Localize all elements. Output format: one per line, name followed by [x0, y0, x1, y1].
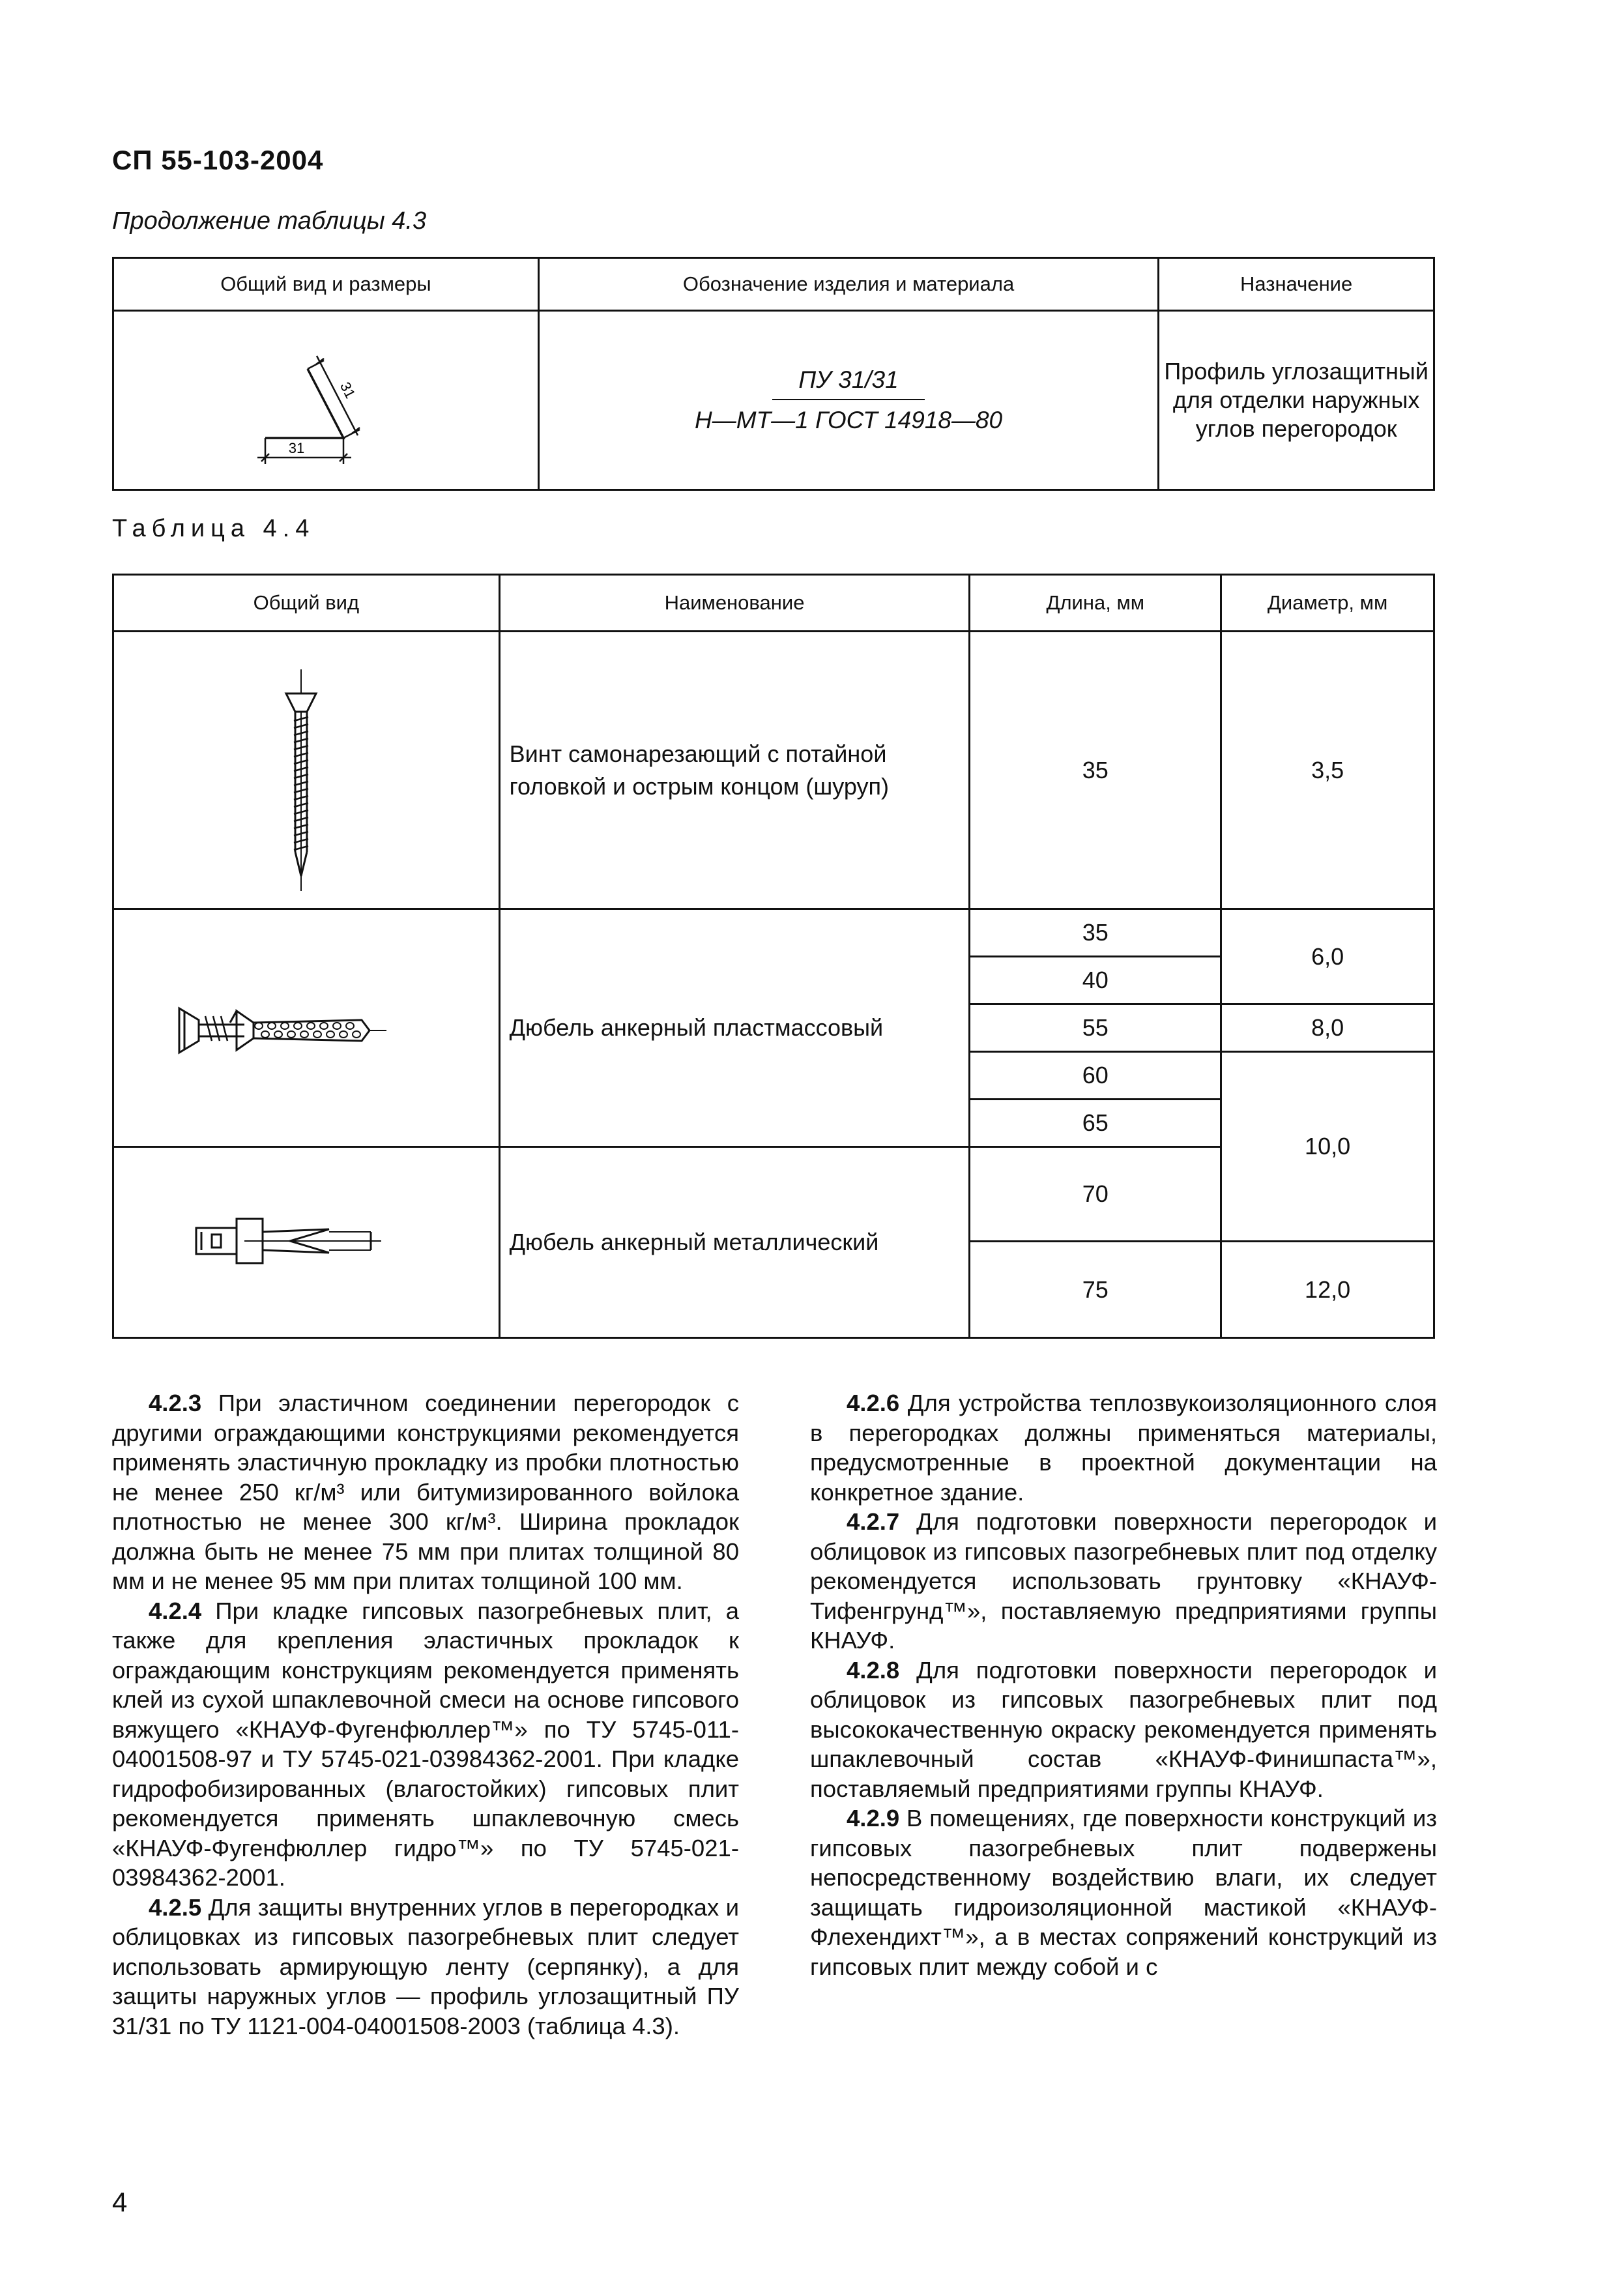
paragraph-4-2-7: [810, 1507, 1437, 1656]
paragraph-4-2-3: [112, 1388, 739, 1596]
plastic-length-60: 60: [970, 1052, 1221, 1100]
table-4-4-caption: Таблица 4.4: [112, 515, 315, 542]
dowel-hole: [274, 1031, 282, 1038]
paragraph-text: Для защиты внутренних углов в перегородках и облицовках из гипсовых пазогребневых плит следует использовать армирующую ленту (серпянку), а для защиты наружных углов — профиль углозащитный ПУ 31/31 по ТУ 1121-004-04001508-2003 (таблица 4.3).: [112, 1893, 739, 2039]
paragraph-text: Для подготовки поверхности перегородок и облицовок из гипсовых пазогребневых плит под высококачественную окраску рекомендуется применять шпаклевочный состав «КНАУФ-Финишпаста™», поставляемый предприятиями группы КНАУФ.: [810, 1656, 1437, 1802]
dowel-hole: [255, 1023, 263, 1029]
text-column-right: [810, 1388, 1437, 1981]
clause-number: 4.2.8: [847, 1656, 900, 1684]
paragraph-text: Для устройства теплозвукоизоляционного слоя в перегородках должны применяться материалы, предусмотренные в проектной документации на конкретное здание.: [810, 1390, 1437, 1506]
dowel-hole: [261, 1031, 269, 1038]
plastic-diameter-8: 8,0: [1221, 1004, 1434, 1052]
plastic-length-65: 65: [970, 1100, 1221, 1147]
dowel-hole: [307, 1023, 315, 1029]
corner-profile-drawing-cell: [113, 311, 539, 490]
corner-profile-drawing: [114, 315, 531, 485]
purpose-cell: Профиль углозащитный для отделки наружных углов перегородок: [1159, 311, 1434, 490]
paragraph-text: Для подготовки поверхности перегородок и облицовок из гипсовых пазогребневых плит под отделку рекомендуется использовать грунтовку «КНАУФ-Тифенгрунд™», поставляемую предприятиями группы КНАУФ.: [810, 1508, 1437, 1654]
metal-dowel-drawing: [114, 1151, 492, 1334]
paragraph-4-2-8: [810, 1656, 1437, 1804]
t44-header-view: Общий вид: [113, 575, 500, 632]
clause-number: 4.2.7: [847, 1508, 900, 1535]
paragraph-4-2-6: [810, 1388, 1437, 1507]
plastic-dowel-name: Дюбель анкерный пластмассовый: [499, 909, 970, 1147]
metal-length-70: 70: [970, 1147, 1221, 1242]
diameter-10: 10,0: [1221, 1052, 1434, 1242]
dowel-hole: [268, 1023, 276, 1029]
dim-horizontal-label: 31: [288, 440, 305, 456]
text-column-left: [112, 1388, 739, 2041]
clause-number: 4.2.9: [847, 1805, 900, 1831]
plastic-diameter-6: 6,0: [1221, 909, 1434, 1004]
dowel-hole: [346, 1023, 354, 1029]
t43-header-view: Общий вид и размеры: [113, 258, 539, 311]
plastic-length-55: 55: [970, 1004, 1221, 1052]
plastic-length-35: 35: [970, 909, 1221, 957]
screw-name: Винт самонарезающий с потайной головкой и острым концом (шуруп): [499, 632, 970, 909]
t44-header-name: Наименование: [499, 575, 970, 632]
t44-header-diameter: Диаметр, мм: [1221, 575, 1434, 632]
table-4-3-caption: Продолжение таблицы 4.3: [112, 207, 427, 235]
metal-dowel-drawing-cell: [113, 1147, 500, 1338]
paragraph-4-2-9: [810, 1803, 1437, 1981]
plastic-dowel-drawing-cell: [113, 909, 500, 1147]
screw-drawing-cell: [113, 632, 500, 909]
paragraph-text: В помещениях, где поверхности конструкций из гипсовых пазогребневых плит подвержены непосредственному воздействию влаги, их следует защищать гидроизоляционной мастикой «КНАУФ-Флехендихт™», а в местах сопряжений конструкций из гипсовых плит между собой и с: [810, 1805, 1437, 1980]
clause-number: 4.2.4: [149, 1597, 202, 1624]
document-code: СП 55-103-2004: [112, 145, 324, 175]
dowel-hole: [294, 1023, 302, 1029]
clause-number: 4.2.3: [149, 1390, 202, 1416]
clause-number: 4.2.6: [847, 1390, 900, 1416]
clause-number: 4.2.5: [149, 1893, 202, 1921]
paragraph-text: При кладке гипсовых пазогребневых плит, а также для крепления эластичных прокладок к ограждающим конструкциям рекомендуется применять клей из сухой шпаклевочной смеси на основе гипсового вяжущего «КНАУФ-Фугенфюллер™» по ТУ 5745-011-04001508-97 и ТУ 5745-021-03984362-2001. При кладке гидрофобизированных (влагостойких) гипсовых плит рекомендуется применять шпаклевочную смесь «КНАУФ-Фугенфюллер гидро™» по ТУ 5745-021-03984362-2001.: [112, 1597, 739, 1891]
dowel-hole-pattern: [255, 1023, 360, 1038]
table-4-3: [112, 257, 1435, 491]
t43-header-purpose: Назначение: [1159, 258, 1434, 311]
t43-header-designation: Обозначение изделия и материала: [538, 258, 1158, 311]
paragraph-text: При эластичном соединении перегородок с другими ограждающими конструкциями рекомендуется применять эластичную прокладку из пробки плотностью не менее 250 кг/м³ или битумизированного войлока плотностью не менее 300 кг/м³. Ширина прокладок должна быть не менее 75 мм при плитах толщиной 80 мм и не менее 95 мм при плитах толщиной 100 мм.: [112, 1390, 739, 1594]
screw-length: 35: [970, 632, 1221, 909]
dowel-hole: [333, 1023, 341, 1029]
dowel-hole: [281, 1023, 289, 1029]
metal-dowel-name: Дюбель анкерный металлический: [499, 1147, 970, 1338]
dowel-hole: [320, 1023, 328, 1029]
dowel-hole: [287, 1031, 295, 1038]
dowel-hole: [353, 1031, 360, 1038]
plastic-length-40: 40: [970, 957, 1221, 1004]
paragraph-4-2-5: [112, 1893, 739, 2041]
dowel-hole: [340, 1031, 347, 1038]
screw-drawing: [114, 634, 492, 907]
designation-cell: [538, 311, 1158, 490]
plastic-dowel-drawing: [114, 911, 492, 1145]
dowel-hole: [326, 1031, 334, 1038]
dowel-hole: [313, 1031, 321, 1038]
page-number: 4: [112, 2187, 128, 2217]
table-4-4: [112, 574, 1435, 1339]
diameter-12: 12,0: [1221, 1242, 1434, 1338]
dim-slanted-label: 31: [336, 379, 359, 401]
screw-diameter: 3,5: [1221, 632, 1434, 909]
dowel-hole: [300, 1031, 308, 1038]
t44-header-length: Длина, мм: [970, 575, 1221, 632]
designation-bottom: Н—МТ—1 ГОСТ 14918—80: [695, 407, 1003, 433]
designation-top: ПУ 31/31: [772, 366, 924, 400]
paragraph-4-2-4: [112, 1596, 739, 1893]
metal-length-75: 75: [970, 1242, 1221, 1338]
